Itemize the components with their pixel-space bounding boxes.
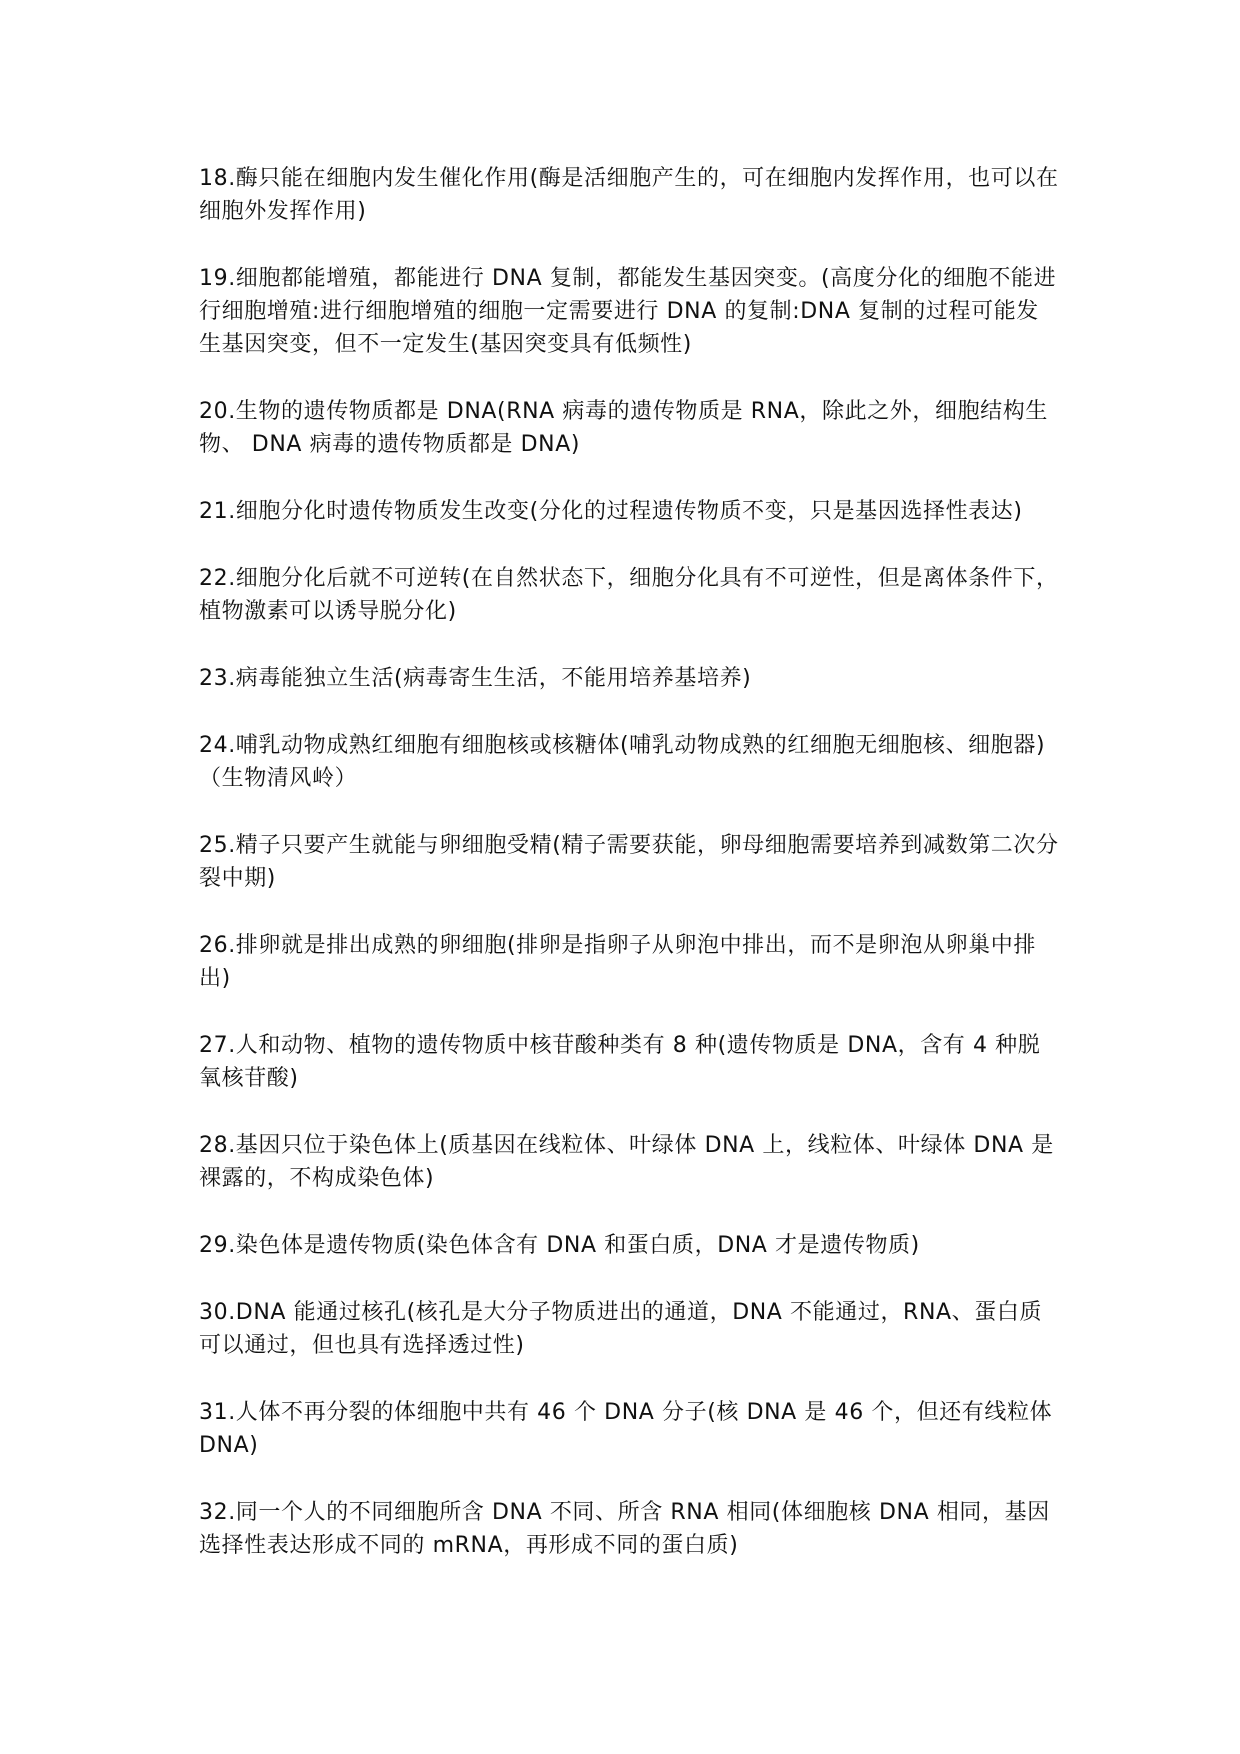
list-item-22: 22.细胞分化后就不可逆转(在自然状态下，细胞分化具有不可逆性，但是离体条件下，植物激素可以诱导脱分化): [199, 566, 1059, 624]
list-item-25: 25.精子只要产生就能与卵细胞受精(精子需要获能，卵母细胞需要培养到减数第二次分裂中期): [199, 833, 1059, 891]
list-item-31: 31.人体不再分裂的体细胞中共有 46 个 DNA 分子(核 DNA 是 46 个，但还有线粒体 DNA): [199, 1400, 1053, 1458]
list-item-32: 32.同一个人的不同细胞所含 DNA 不同、所含 RNA 相同(体细胞核 DNA 相同，基因选择性表达形成不同的 mRNA，再形成不同的蛋白质): [199, 1500, 1050, 1558]
list-item-20: 20.生物的遗传物质都是 DNA(RNA 病毒的遗传物质是 RNA，除此之外，细胞结构生物、 DNA 病毒的遗传物质都是 DNA): [199, 399, 1048, 457]
list-item-30: 30.DNA 能通过核孔(核孔是大分子物质进出的通道，DNA 不能通过，RNA、蛋白质可以通过，但也具有选择透过性): [199, 1300, 1043, 1358]
list-item-26: 26.排卵就是排出成熟的卵细胞(排卵是指卵子从卵泡中排出，而不是卵泡从卵巢中排出): [199, 933, 1036, 991]
document-body: [199, 162, 1061, 1596]
list-item-27: 27.人和动物、植物的遗传物质中核苷酸种类有 8 种(遗传物质是 DNA，含有 4 种脱氧核苷酸): [199, 1033, 1041, 1091]
list-item-23: 23.病毒能独立生活(病毒寄生生活，不能用培养基培养): [199, 666, 752, 691]
list-item-21: 21.细胞分化时遗传物质发生改变(分化的过程遗传物质不变，只是基因选择性表达): [199, 499, 1023, 524]
list-item-18: 18.酶只能在细胞内发生催化作用(酶是活细胞产生的，可在细胞内发挥作用，也可以在细胞外发挥作用): [199, 166, 1059, 224]
list-item-24: 24.哺乳动物成熟红细胞有细胞核或核糖体(哺乳动物成熟的红细胞无细胞核、细胞器)（生物清风岭）: [199, 733, 1046, 791]
list-item-28: 28.基因只位于染色体上(质基因在线粒体、叶绿体 DNA 上，线粒体、叶绿体 DNA 是裸露的，不构成染色体): [199, 1133, 1054, 1191]
list-item-19: 19.细胞都能增殖，都能进行 DNA 复制，都能发生基因突变。(高度分化的细胞不能进行细胞增殖:进行细胞增殖的细胞一定需要进行 DNA 的复制:DNA 复制的过程可能发生基因突变，但不一定发生(基因突变具有低频性): [199, 266, 1057, 357]
list-item-29: 29.染色体是遗传物质(染色体含有 DNA 和蛋白质，DNA 才是遗传物质): [199, 1233, 920, 1258]
